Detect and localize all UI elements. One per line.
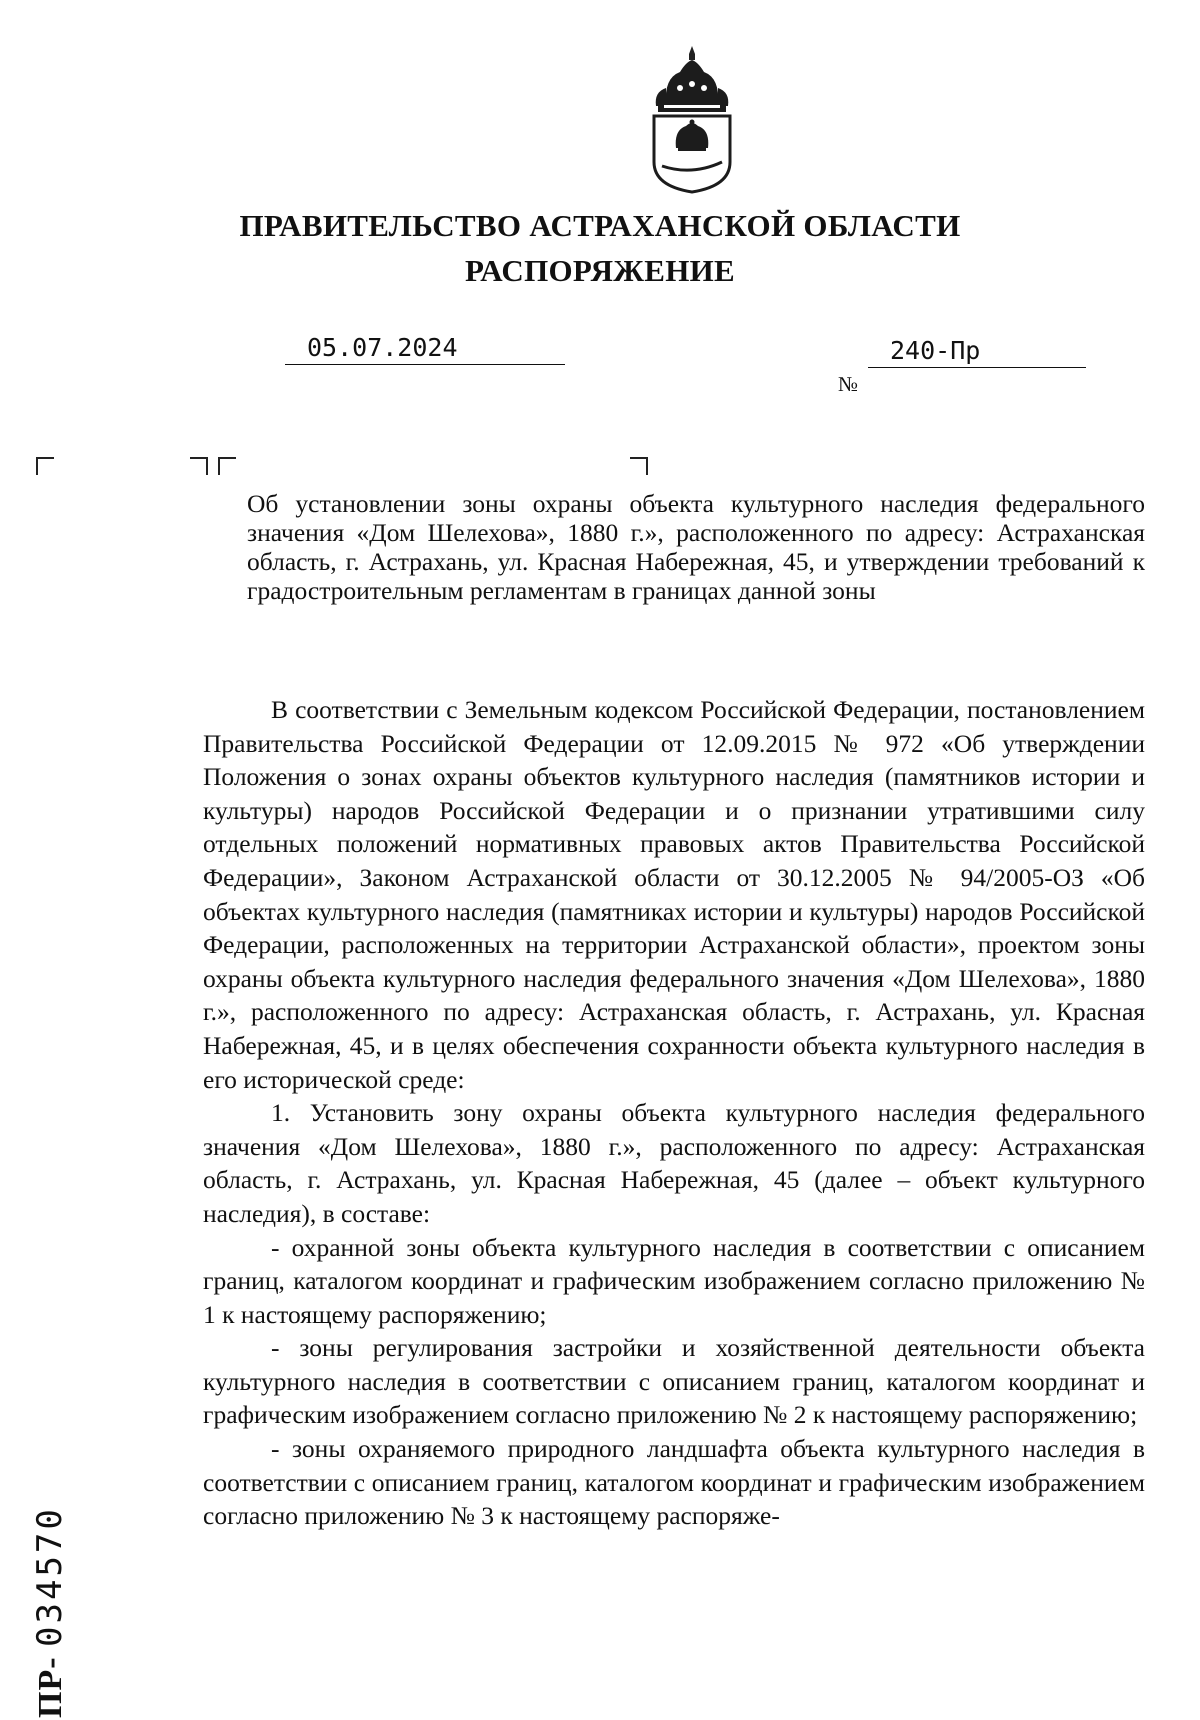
preamble-paragraph: В соответствии с Земельным кодексом Российской Федерации, постановлением Правительства Российской Федерации от 12.09.2015 № 972 «Об утверждении Положения о зонах охраны объектов культурного наследия (памятников истории и культуры) народов Российской Федерации и о признании утратившими силу отдельных положений нормативных правовых актов Правительства Российской Федерации», Законом Астраханской области от 30.12.2005 № 94/2005-ОЗ «Об объектах культурного наследия (памятниках истории и культуры) народов Российской Федерации, расположенных на территории Астраханской области», проектом зоны охраны объекта культурного наследия федерального значения «Дом Шелехова», 1880 г.», расположенного по адресу: Астраханская область, г. Астрахань, ул. Красная Набережная, 45, и в целях обеспечения сохранности объекта культурного наследия в его исторической среде: [203,695,1145,1094]
corner-mark [36,457,54,475]
government-title: ПРАВИТЕЛЬСТВО АСТРАХАНСКОЙ ОБЛАСТИ [239,208,961,243]
registration-prefix: ПР- [32,1646,69,1718]
document-body [203,693,1145,1533]
corner-mark [190,457,208,475]
corner-mark [218,457,236,475]
corner-mark [630,457,648,475]
dash-item-paragraph: - зоны охраняемого природного ландшафта объекта культурного наследия в соответствии с описанием границ, каталогом координат и графическим изображением согласно приложению № 3 к настоящему распоряже- [203,1434,1145,1531]
item-1-paragraph: 1. Установить зону охраны объекта культурного наследия федерального значения «Дом Шелехова», 1880 г.», расположенного по адресу: Астраханская область, г. Астрахань, ул. Красная Набережная, 45 (далее – объект культурного наследия), в составе: [203,1098,1145,1228]
registration-number: 034570 [30,1506,70,1647]
coat-of-arms-icon [636,44,748,194]
dash-item-paragraph: - охранной зоны объекта культурного наследия в соответствии с описанием границ, каталогом координат и графическим изображением согласно приложению № 1 к настоящему распоряжению; [203,1232,1145,1329]
document-date: 05.07.2024 [285,333,565,365]
document-type-title: РАСПОРЯЖЕНИЕ [464,253,736,288]
number-sign: № [838,372,859,396]
document-number: 240-Пр [868,336,1086,368]
document-subject: Об установлении зоны охраны объекта культурного наследия федерального значения «Дом Шелехова», 1880 г.», расположенного по адресу: Астраханская область, г. Астрахань, ул. Красная Набережная, 45, и утверждении требований к градостроительным регламентам в границах данной зоны [247,489,1145,605]
dash-item-paragraph: - зоны регулирования застройки и хозяйственной деятельности объекта культурного наследия в соответствии с описанием границ, каталогом координат и графическим изображением согласно приложению № 2 к настоящему распоряжению; [203,1333,1145,1430]
registration-code [30,1506,70,1718]
